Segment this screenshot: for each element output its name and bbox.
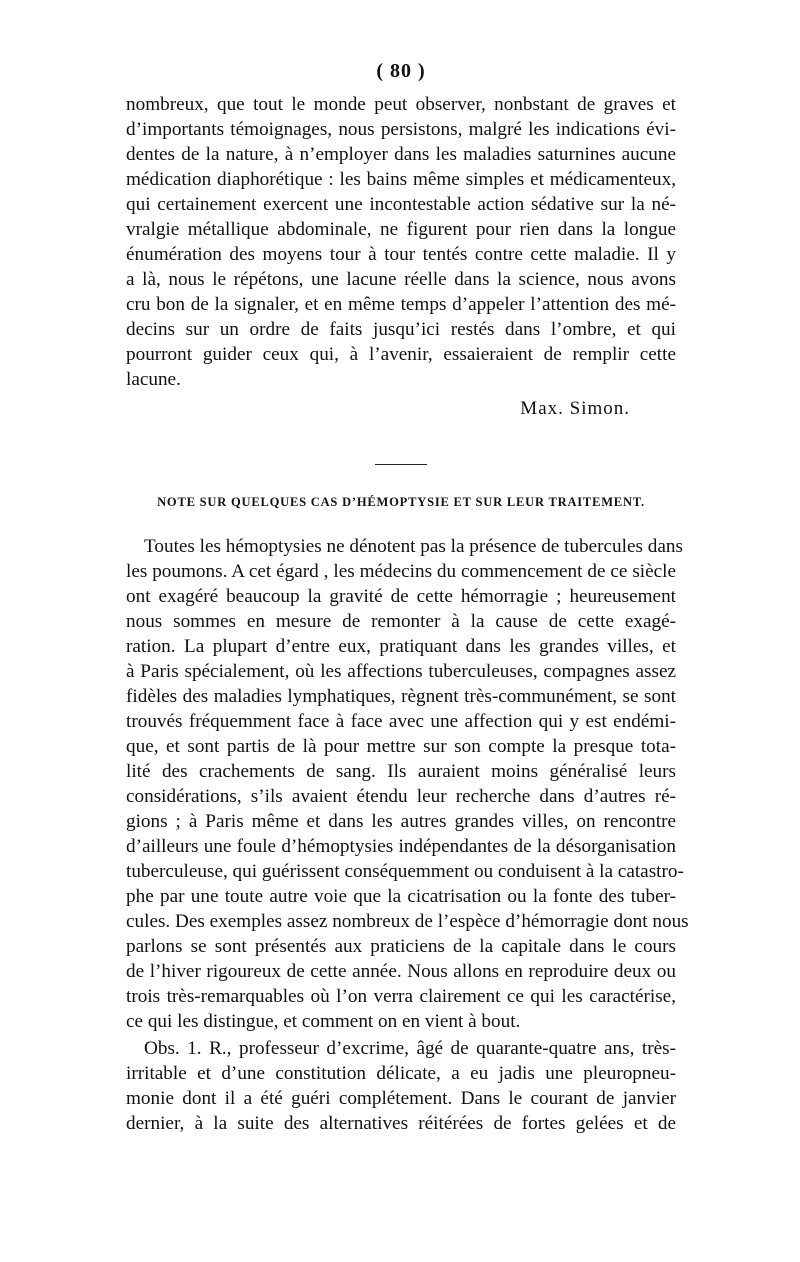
author-signature: Max. Simon. [520, 398, 630, 419]
text-line: qui certainement exercent une incontestable action sédative sur la né- [126, 194, 676, 215]
text-line: lité des crachements de sang. Ils auraient moins généralisé leurs [126, 761, 676, 782]
text-line: nous sommes en mesure de remonter à la cause de cette exagé- [126, 611, 676, 632]
paragraph-introduction [126, 534, 689, 1034]
text-line: fidèles des maladies lymphatiques, règnent très-communément, se sont [126, 686, 676, 707]
paragraph-observation-1 [126, 1036, 676, 1136]
text-line: gions ; à Paris même et dans les autres grandes villes, on rencontre [126, 811, 676, 832]
text-line: Obs. 1. R., professeur d’excrime, âgé de quarante-quatre ans, très- [144, 1038, 676, 1059]
text-line: à Paris spécialement, où les affections tuberculeuses, compagnes assez [126, 661, 676, 682]
text-line: médication diaphorétique : les bains même simples et médicamenteux, [126, 169, 676, 190]
text-line: lacune. [126, 369, 181, 390]
section-title: NOTE SUR QUELQUES CAS D’HÉMOPTYSIE ET SUR LEUR TRAITEMENT. [157, 495, 645, 509]
text-line: pourront guider ceux qui, à l’avenir, essaieraient de remplir cette [126, 344, 676, 365]
text-line: énumération des moyens tour à tour tentés contre cette maladie. Il y [126, 244, 676, 265]
text-line: considérations, s’ils avaient étendu leur recherche dans d’autres ré- [126, 786, 676, 807]
text-line: cru bon de la signaler, et en même temps d’appeler l’attention des mé- [126, 294, 676, 315]
text-line: que, et sont partis de là pour mettre sur son compte la presque tota- [126, 736, 676, 757]
paragraph-conclusion [126, 92, 676, 392]
text-line: parlons se sont présentés aux praticiens de la capitale dans le cours [126, 936, 676, 957]
text-line: trouvés fréquemment face à face avec une affection qui y est endémi- [126, 711, 676, 732]
text-line: ration. La plupart d’entre eux, pratiquant dans les grandes villes, et [126, 636, 676, 657]
text-line: les poumons. A cet égard , les médecins du commencement de ce siècle [126, 561, 676, 582]
text-line: vralgie métallique abdominale, ne figurent pour rien dans la longue [126, 219, 676, 240]
text-line: irritable et d’une constitution délicate, a eu jadis une pleuropneu- [126, 1063, 676, 1084]
text-line: tuberculeuse, qui guérissent conséquemment ou conduisent à la catastro- [126, 861, 684, 882]
text-line: ont exagéré beaucoup la gravité de cette hémorragie ; heureusement [126, 586, 676, 607]
section-divider [375, 464, 427, 465]
text-line: d’ailleurs une foule d’hémoptysies indépendantes de la désorganisation [126, 836, 676, 857]
text-line: monie dont il a été guéri complétement. Dans le courant de janvier [126, 1088, 676, 1109]
text-line: trois très-remarquables où l’on verra clairement ce qui les caractérise, [126, 986, 676, 1007]
document-page [126, 56, 689, 1136]
text-line: de l’hiver rigoureux de cette année. Nous allons en reproduire deux ou [126, 961, 676, 982]
text-line: a là, nous le répétons, une lacune réelle dans la science, nous avons [126, 269, 676, 290]
text-line: dernier, à la suite des alternatives réitérées de fortes gelées et de [126, 1113, 676, 1134]
text-line: nombreux, que tout le monde peut observer, nonbstant de graves et [126, 94, 676, 115]
text-line: ce qui les distingue, et comment on en vient à bout. [126, 1011, 521, 1032]
text-line: cules. Des exemples assez nombreux de l’espèce d’hémorragie dont nous [126, 911, 689, 932]
text-line: Toutes les hémoptysies ne dénotent pas la présence de tubercules dans [144, 536, 683, 557]
text-line: decins sur un ordre de faits jusqu’ici restés dans l’ombre, et qui [126, 319, 676, 340]
text-line: dentes de la nature, à n’employer dans les maladies saturnines aucune [126, 144, 676, 165]
text-line: d’importants témoignages, nous persistons, malgré les indications évi- [126, 119, 676, 140]
page-number: ( 80 ) [376, 60, 426, 82]
text-line: phe par une toute autre voie que la cicatrisation ou la fonte des tuber- [126, 886, 676, 907]
